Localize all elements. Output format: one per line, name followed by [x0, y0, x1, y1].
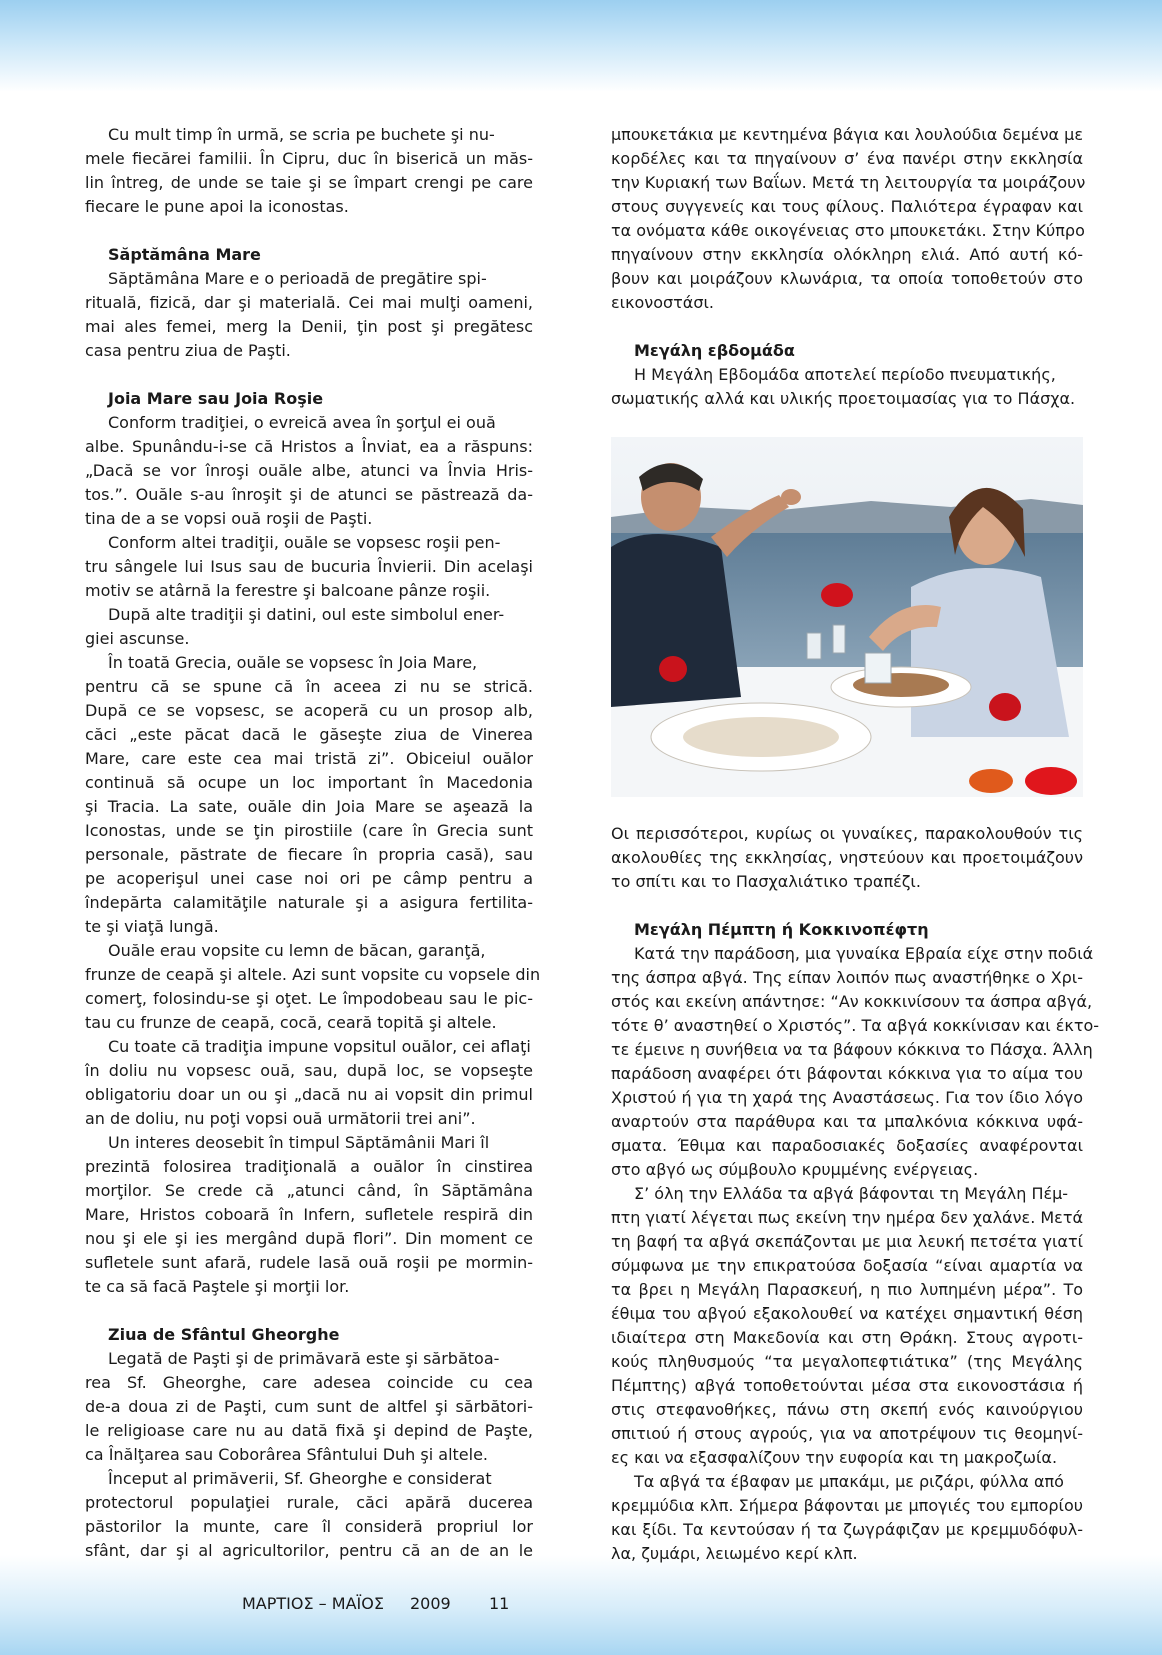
text-line: Iconostas, unde se ţin pirostiile (care în Grecia sunt [85, 821, 533, 840]
text-line: sufletele sunt afară, rudele lasă ouă roşii pe mormin- [85, 1253, 533, 1272]
text-line: casa pentru ziua de Paşti. [85, 341, 291, 360]
text-line: După alte tradiţii şi datini, oul este simbolul ener- [108, 605, 505, 624]
text-line: rituală, fizică, dar şi materială. Cei mai mulţi oameni, [85, 293, 533, 312]
text-line: Τα αβγά τα έβαφαν με μπακάμι, με ριζάρι, φύλλα από [634, 1472, 1064, 1491]
text-line: ιδιαίτερα στη Μακεδονία και στη Θράκη. Στους αγροτι- [611, 1328, 1083, 1347]
text-line: protectorul populaţiei rurale, căci apără ducerea [85, 1493, 533, 1512]
text-line: Început al primăverii, Sf. Gheorghe e considerat [108, 1469, 492, 1488]
text-line: tos.”. Ouăle s-au înroşit şi de atunci se păstrează da- [85, 485, 533, 504]
text-line: στός και εκείνη απάντησε: “Αν κοκκινίσουν τα άσπρα αβγά, [611, 992, 1093, 1011]
text-line: tina de a se vopsi ouă roşii de Paşti. [85, 509, 373, 528]
text-line: Conform tradiţiei, o evreică avea în şorţul ei ouă [108, 413, 496, 432]
text-line: pe acoperişul unei case noi ori pe câmp pentru a [85, 869, 533, 888]
text-line: În toată Grecia, ouăle se vopsesc în Joia Mare, [108, 653, 478, 672]
text-line: rea Sf. Gheorghe, care adesea coincide cu cea [85, 1373, 533, 1392]
text-line: τα ονόματα κάθε οικογένειας στο μπουκετάκι. Στην Κύπρο [611, 221, 1085, 240]
text-line: το σπίτι και το Πασχαλιάτικο τραπέζι. [611, 872, 921, 891]
text-line: πτη γιατί λέγεται πως εκείνη την ημέρα δεν χαλάνε. Μετά [611, 1208, 1083, 1227]
text-line: pentru că se spune că în aceea zi nu se strică. [85, 677, 533, 696]
text-line [85, 219, 533, 243]
text-line: sfânt, dar şi al agricultorilor, pentru că an de an le [85, 1541, 533, 1560]
text-line: κορδέλες και τα πηγαίνουν σ’ ένα πανέρι στην εκκλησία [611, 149, 1083, 168]
text-line: την Κυριακή των Βαΐων. Μετά τη λειτουργία τα μοιράζουν [611, 173, 1086, 192]
section-heading: Joia Mare sau Joia Roşie [108, 389, 324, 408]
text-line: tau cu frunze de ceapă, cocă, ceară topită şi altele. [85, 1013, 497, 1032]
footer-year: 2009 [410, 1594, 451, 1613]
text-line: της άσπρα αβγά. Της είπαν λοιπόν πως αναστήθηκε ο Χρι- [611, 968, 1083, 987]
text-line: κούς πληθυσμούς “τα μεγαλοπεφτιάτικα” (της Μεγάλης [611, 1352, 1083, 1371]
text-line: personale, păstrate de fiecare în propria casă), sau [85, 845, 533, 864]
text-line: frunze de ceapă şi altele. Azi sunt vopsite cu vopsele din [85, 965, 541, 984]
text-line: ες και να εξασφαλίζουν την ευφορία και τη μακροζωία. [611, 1448, 1058, 1467]
section-heading: Săptămâna Mare [108, 245, 261, 264]
text-line: ca Înălţarea sau Coborârea Sfântului Duh şi altele. [85, 1445, 489, 1464]
text-line: Η Μεγάλη Εβδομάδα αποτελεί περίοδο πνευματικής, [634, 365, 1056, 384]
text-line: Cu toate că tradiţia impune vopsitul ouălor, cei aflaţi [108, 1037, 531, 1056]
section-heading: Ziua de Sfântul Gheorghe [108, 1325, 340, 1344]
text-line: După ce se vopsesc, se acoperă cu un prosop alb, [85, 701, 533, 720]
text-line: κρεμμύδια κλπ. Σήμερα βάφονται με μπογιές του εμπορίου [611, 1496, 1083, 1515]
text-line: îndepărta calamităţile naturale şi a asigura fertilita- [85, 893, 533, 912]
text-line: Un interes deosebit în timpul Săptămânii Mari îl [108, 1133, 490, 1152]
text-line: πηγαίνουν στην εκκλησία ολόκληρη ελιά. Από αυτή κό- [611, 245, 1083, 264]
text-line: mele fiecărei familii. În Cipru, duc în biserică un măs- [85, 149, 533, 168]
text-line: Οι περισσότεροι, κυρίως οι γυναίκες, παρακολουθούν τις [611, 824, 1083, 843]
bottom-gradient-band [0, 1555, 1162, 1655]
text-line: τότε θ’ αναστηθεί ο Χριστός”. Τα αβγά κοκκίνισαν και έκτο- [611, 1016, 1100, 1035]
text-line: fiecare le pune apoi la iconostas. [85, 197, 349, 216]
text-line: de-a doua zi de Paşti, cum sunt de altfel şi sărbători- [85, 1397, 533, 1416]
text-line: και ξίδι. Τα κεντούσαν ή τα ζωγράφιζαν με κρεμμυδόφυλ- [611, 1520, 1083, 1539]
text-line: Πέμπτης) αβγά τοποθετούνται μέσα στα εικονοστάσια ή [611, 1376, 1083, 1395]
text-line: morţilor. Se crede că „atunci când, în Săptămâna [85, 1181, 533, 1200]
text-line: λα, ζυμάρι, λειωμένο κερί κλπ. [611, 1544, 858, 1563]
text-line: Săptămâna Mare e o perioadă de pregătire spi- [108, 269, 487, 288]
text-line: Cu mult timp în urmă, se scria pe buchete şi nu- [108, 125, 495, 144]
text-line [611, 315, 1083, 339]
text-line: prezintă folosirea tradiţională a ouălor în cinstirea [85, 1157, 533, 1176]
text-line: Conform altei tradiţii, ouăle se vopsesc roşii pen- [108, 533, 501, 552]
text-line: τα βρει η Μεγάλη Παρασκευή, η πιο λυπημένη μέρα”. Το [611, 1280, 1083, 1299]
text-line: Legată de Paşti şi de primăvară este şi sărbătoa- [108, 1349, 500, 1368]
text-line: παράδοση αναφέρει ότι βάφονται κόκκινα για το αίμα του [611, 1064, 1083, 1083]
top-gradient-band [0, 0, 1162, 92]
text-line: σύμφωνα με την επικρατούσα δοξασία “είναι αμαρτία να [611, 1256, 1083, 1275]
text-line: Κατά την παράδοση, μια γυναίκα Εβραία είχε στην ποδιά [634, 944, 1094, 963]
text-line: στους συγγενείς και τους φίλους. Παλιότερα έγραφαν και [611, 197, 1083, 216]
text-line: comerţ, folosindu-se şi oţet. Le împodobeau sau le pic- [85, 989, 533, 1008]
text-line [85, 1299, 533, 1323]
text-line: motiv se atârnă la ferestre şi balcoane pânze roşii. [85, 581, 491, 600]
footer-page-number: 11 [489, 1594, 510, 1613]
text-line: căci „este păcat dacă le găseşte ziua de Vinerea [85, 725, 533, 744]
text-line: στο αβγό ως σύμβουλο κρυμμένης ενέργειας. [611, 1160, 979, 1179]
text-line: albe. Spunându-i-se că Hristos a Înviat, ea a răspuns: [85, 437, 533, 456]
text-line: μπουκετάκια με κεντημένα βάγια και λουλούδια δεμένα με [611, 125, 1083, 144]
text-line [85, 363, 533, 387]
text-line: giei ascunse. [85, 629, 190, 648]
text-line: le religioase care nu au dată fixă şi depind de Paşte, [85, 1421, 533, 1440]
text-line: σωματικής αλλά και υλικής προετοιμασίας για το Πάσχα. [611, 389, 1076, 408]
text-line: βουν και μοιράζουν κλωνάρια, τα οποία τοποθετούν στο [611, 269, 1083, 288]
text-line: „Dacă se vor înroşi ouăle albe, atunci va Învia Hris- [85, 461, 533, 480]
section-heading: Μεγάλη Πέμπτη ή Κοκκινοπέφτη [634, 920, 929, 939]
text-line [611, 894, 1083, 918]
text-line: ακολουθίες της εκκλησίας, νηστεύουν και προετοιμάζουν [611, 848, 1083, 867]
text-line: an de doliu, nu poţi vopsi ouă următorii trei ani”. [85, 1109, 476, 1128]
text-line: Ouăle erau vopsite cu lemn de băcan, garanţă, [108, 941, 486, 960]
text-line: păstorilor la munte, care îl consideră propriul lor [85, 1517, 533, 1536]
section-heading: Μεγάλη εβδομάδα [634, 341, 795, 360]
text-line: έθιμα του αβγού εξακολουθεί να κατέχει σημαντική θέση [611, 1304, 1083, 1323]
text-line: σπιτιού ή στους αγρούς, για να αποτρέψουν τις θεομηνί- [611, 1424, 1083, 1443]
text-line: te şi viaţă lungă. [85, 917, 219, 936]
footer-issue: ΜΑΡΤΙΟΣ – ΜΑΪΟΣ [242, 1594, 384, 1613]
text-line: te ca să facă Paştele şi morţii lor. [85, 1277, 350, 1296]
text-line: εικονοστάσι. [611, 293, 714, 312]
photo-couple-easter-eggs [611, 437, 1083, 797]
text-line: şi Tracia. La sate, ouăle din Joia Mare se aşează la [85, 797, 533, 816]
text-line: Mare, Hristos coboară în Infern, sufletele respiră din [85, 1205, 533, 1224]
text-line: nou şi ele şi ies mergând după flori”. Din moment ce [85, 1229, 533, 1248]
text-line: lin întreg, de unde se taie şi se împart crengi pe care [85, 173, 533, 192]
text-line: τε έμεινε η συνήθεια να τα βάφουν κόκκινα το Πάσχα. Άλλη [611, 1040, 1093, 1059]
text-line: continuă să ocupe un loc important în Macedonia [85, 773, 533, 792]
text-line: obligatoriu doar un ou şi „dacă nu ai vopsit din primul [85, 1085, 533, 1104]
text-line: στις στεφανοθήκες, πάνω στη σκεπή ενός καινούργιου [611, 1400, 1083, 1419]
text-line: tru sângele lui Isus sau de bucuria Învierii. Din acelaşi [85, 557, 533, 576]
text-line: αναρτούν στα παράθυρα και τα μπαλκόνια κόκκινα υφά- [611, 1112, 1083, 1131]
text-line: τη βαφή τα αβγά σκεπάζονται με μια λευκή πετσέτα γιατί [611, 1232, 1083, 1251]
text-line: Χριστού ή για τη χαρά της Αναστάσεως. Για τον ίδιο λόγο [611, 1088, 1083, 1107]
text-line: σματα. Έθιμα και παραδοσιακές δοξασίες αναφέρονται [611, 1136, 1083, 1155]
text-line: Mare, care este cea mai tristă zi”. Obiceiul ouălor [85, 749, 533, 768]
text-line: în doliu nu vopsesc ouă, sau, după loc, se vopseşte [85, 1061, 533, 1080]
text-line: Σ’ όλη την Ελλάδα τα αβγά βάφονται τη Μεγάλη Πέμ- [634, 1184, 1069, 1203]
text-line: mai ales femei, merg la Denii, ţin post şi pregătesc [85, 317, 533, 336]
